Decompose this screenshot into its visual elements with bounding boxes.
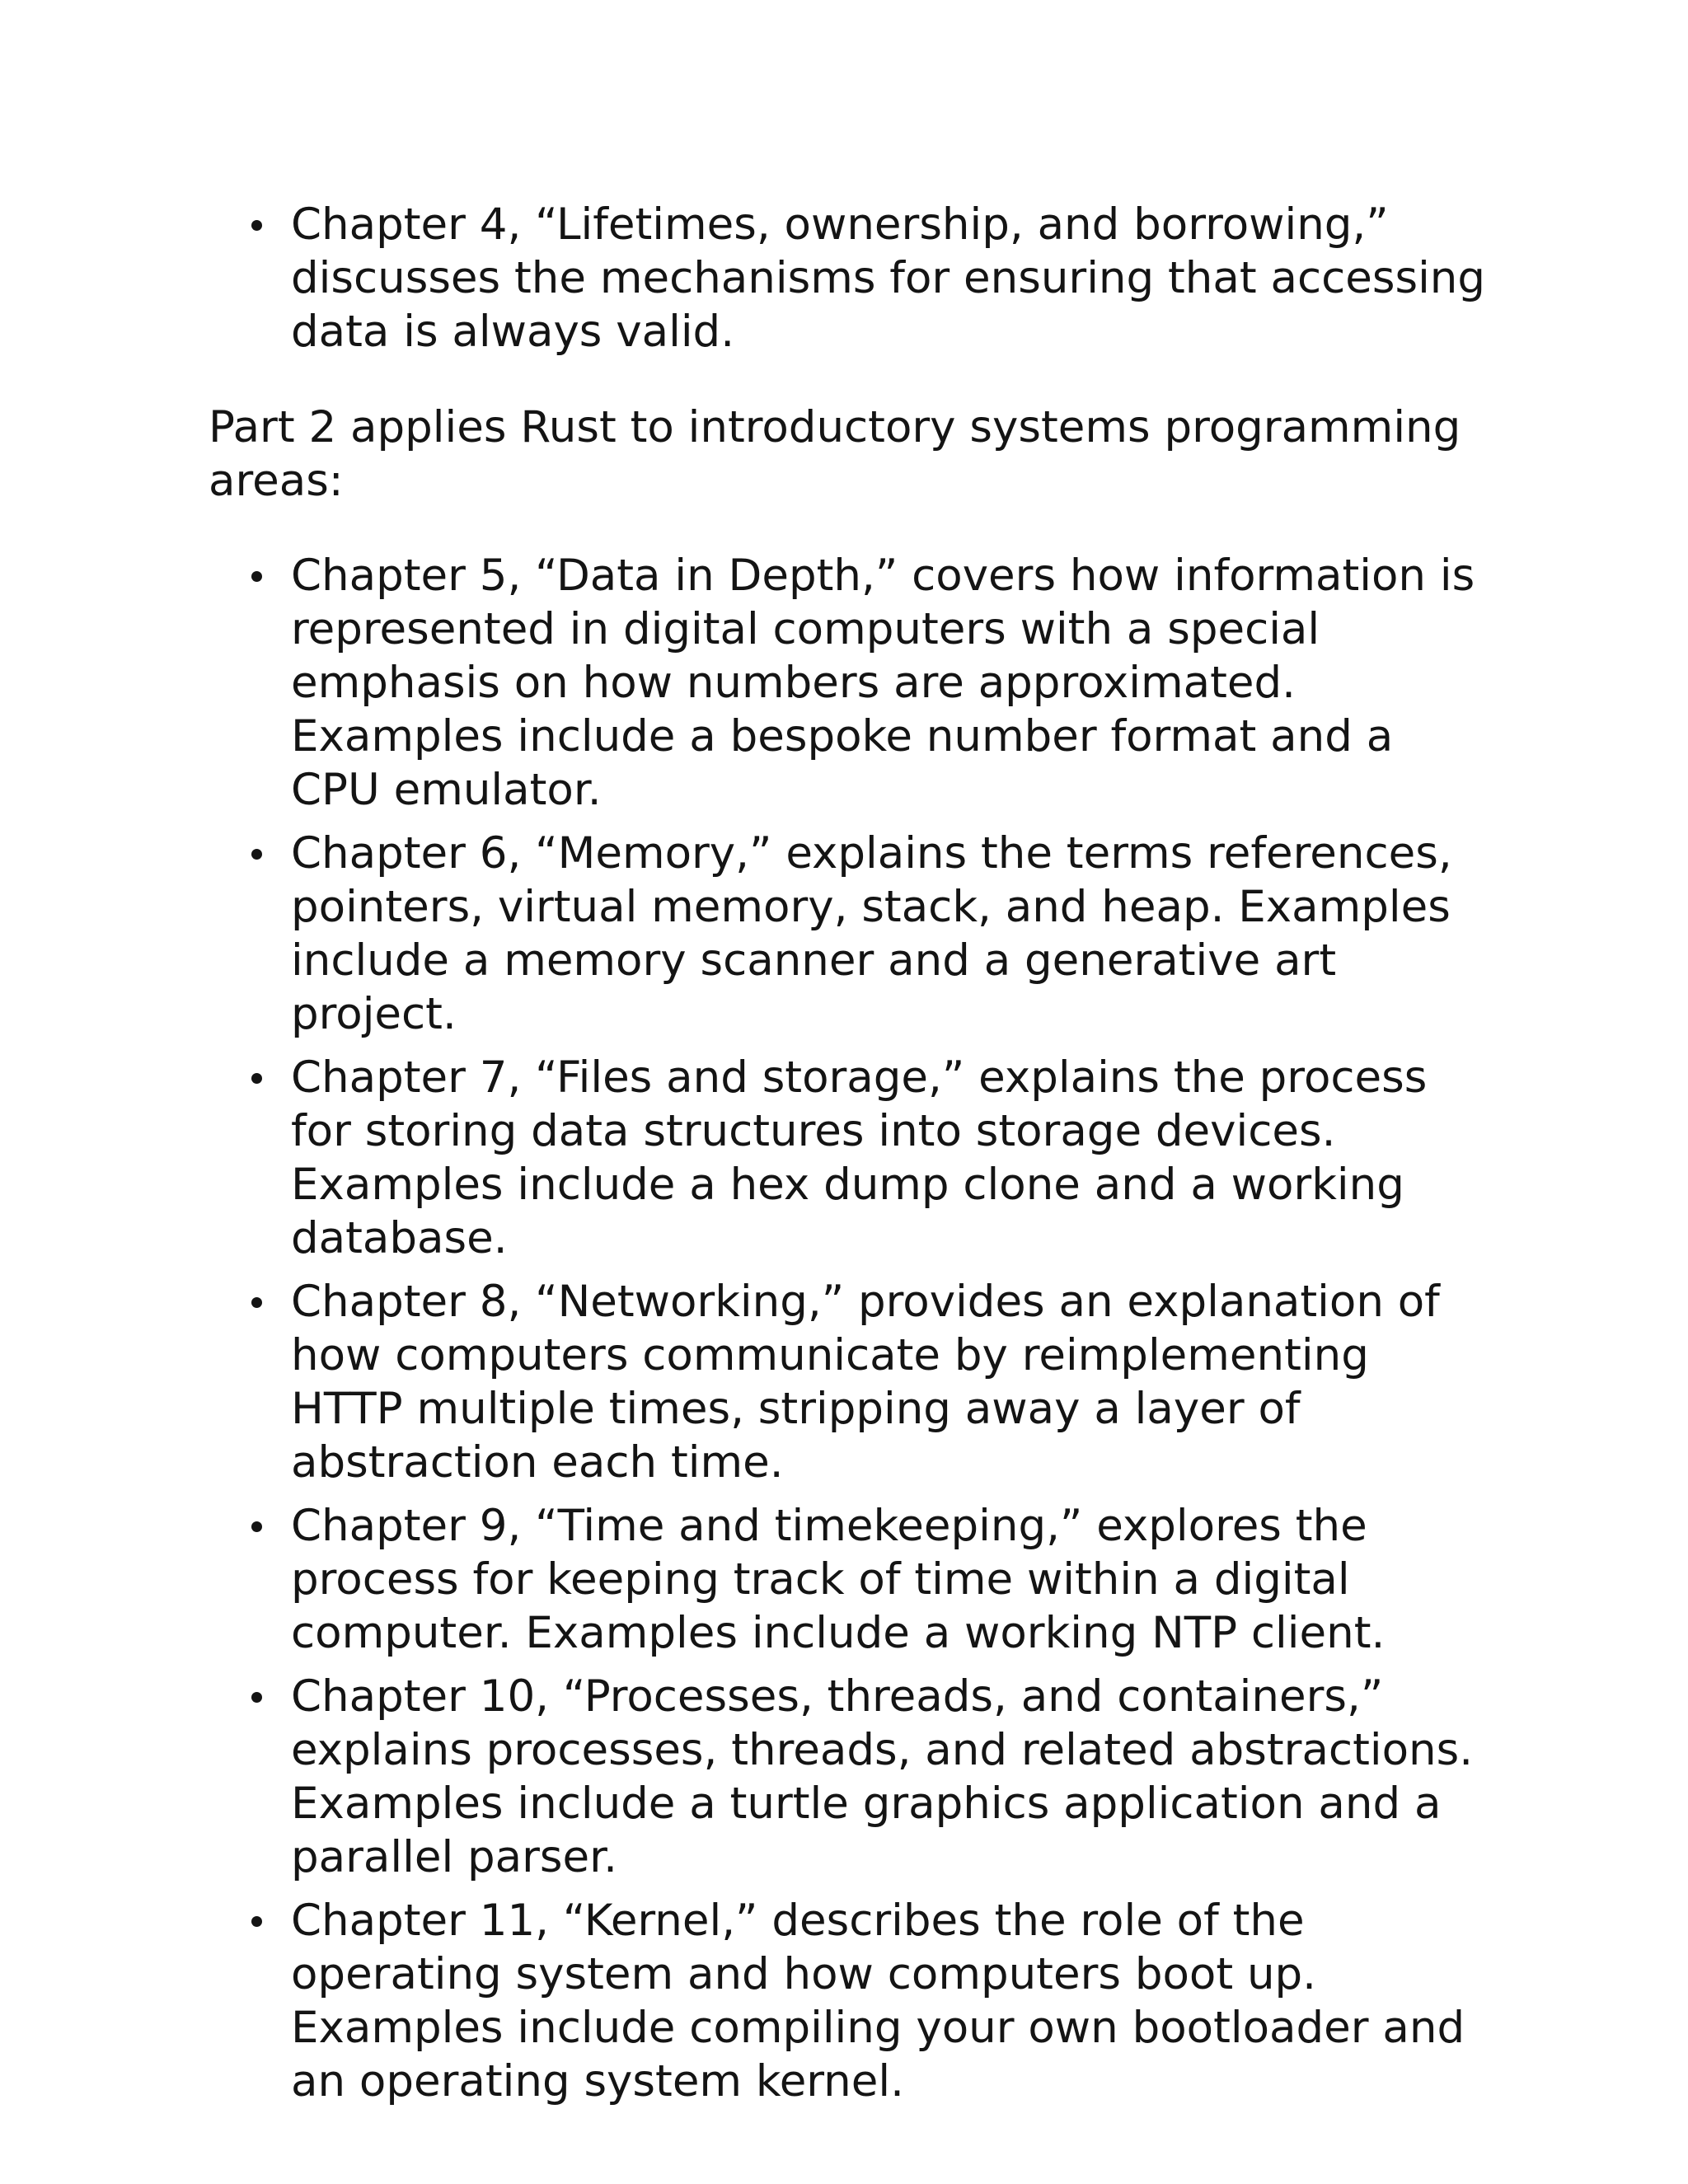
list-item	[209, 1670, 1494, 1884]
list-item	[209, 198, 1494, 359]
document-page	[209, 198, 1494, 2108]
list-item-text: Chapter 7, “Files and storage,” explains the process for storing data structures into storage devices. Examples include a hex dump clone and a working database.	[291, 1052, 1428, 1263]
part2-intro-paragraph: Part 2 applies Rust to introductory systems programming areas:	[209, 402, 1461, 506]
chapter-list-part1	[209, 198, 1494, 359]
list-item-text: Chapter 8, “Networking,” provides an explanation of how computers communicate by reimplementing HTTP multiple times, stripping away a layer of abstraction each time.	[291, 1277, 1440, 1488]
list-item	[209, 1894, 1494, 2108]
bullet-icon	[251, 571, 262, 582]
list-item	[209, 1499, 1494, 1660]
bullet-icon	[251, 1297, 262, 1308]
list-item-text: Chapter 10, “Processes, threads, and containers,” explains processes, threads, and related abstractions. Examples include a turtle graphics application and a parallel parser.	[291, 1671, 1474, 1882]
list-item-text: Chapter 11, “Kernel,” describes the role of the operating system and how computers boot up. Examples include compiling your own bootloader and an operating system kernel.	[291, 1896, 1465, 2107]
list-item-text: Chapter 9, “Time and timekeeping,” explores the process for keeping track of time within a digital computer. Examples include a working NTP client.	[291, 1501, 1386, 1658]
bullet-icon	[251, 1073, 262, 1084]
list-item-text: Chapter 5, “Data in Depth,” covers how information is represented in digital computers with a special emphasis on how numbers are approximated. Examples include a bespoke number format and a CPU emulator.	[291, 551, 1475, 815]
bullet-icon	[251, 1916, 262, 1927]
bullet-icon	[251, 1692, 262, 1703]
list-item-text: Chapter 4, “Lifetimes, ownership, and borrowing,” discusses the mechanisms for ensuring that accessing data is always valid.	[291, 199, 1486, 357]
list-item	[209, 827, 1494, 1041]
list-item	[209, 1051, 1494, 1265]
bullet-icon	[251, 220, 262, 231]
bullet-icon	[251, 1521, 262, 1532]
bullet-icon	[251, 849, 262, 860]
list-item-text: Chapter 6, “Memory,” explains the terms references, pointers, virtual memory, stack, and heap. Examples include a memory scanner and a generative art project.	[291, 828, 1452, 1039]
list-item	[209, 1275, 1494, 1489]
chapter-list-part2	[209, 549, 1494, 2108]
list-item	[209, 549, 1494, 817]
